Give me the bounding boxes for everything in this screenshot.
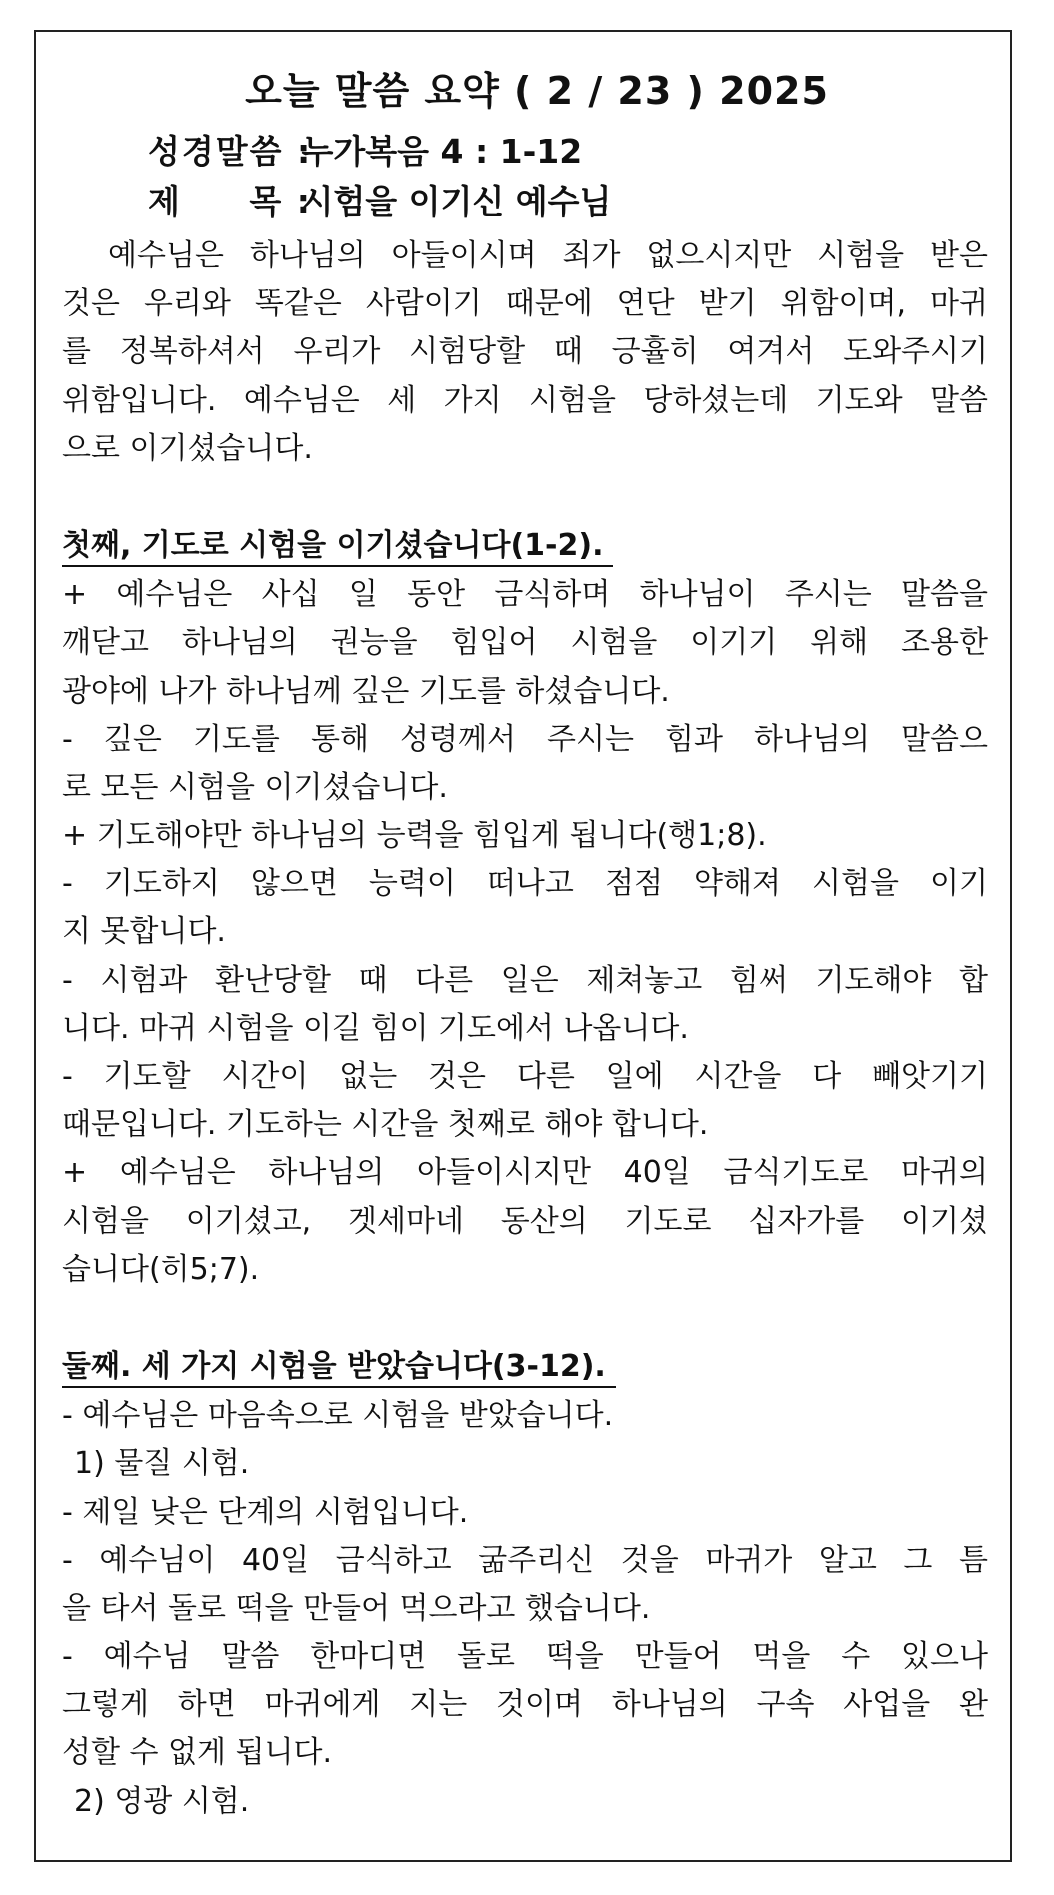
section2-heading-row bbox=[62, 1342, 988, 1392]
section2-line: - 예수님 말씀 한마디면 돌로 떡을 만들어 먹을 수 있으나 bbox=[62, 1639, 988, 1675]
scripture-value: 누가복음 4 : 1-12 bbox=[301, 132, 583, 171]
section1-line: 광야에 나가 하나님께 깊은 기도를 하셨습니다. bbox=[62, 673, 670, 709]
scripture-label: 성경말씀 : bbox=[148, 132, 313, 171]
section1-line: - 시험과 환난당할 때 다른 일은 제쳐놓고 힘써 기도해야 합 bbox=[62, 962, 988, 998]
spacer bbox=[62, 473, 988, 521]
section1-line: - 기도하지 않으면 능력이 떠나고 점점 약해져 시험을 이기 bbox=[62, 866, 988, 902]
topic-value: 시험을 이기신 예수님 bbox=[301, 182, 612, 221]
section2-subheading: 2) 영광 시험. bbox=[74, 1783, 250, 1819]
section1-line: 니다. 마귀 시험을 이길 힘이 기도에서 나옵니다. bbox=[62, 1010, 689, 1046]
section2-line: 을 타서 돌로 떡을 만들어 먹으라고 했습니다. bbox=[62, 1590, 651, 1626]
intro-line: 예수님은 하나님의 아들이시며 죄가 없으시지만 시험을 받은 bbox=[108, 238, 988, 273]
scripture-row bbox=[148, 126, 582, 173]
section1-line: 깨닫고 하나님의 권능을 힘입어 시험을 이기기 위해 조용한 bbox=[62, 625, 988, 661]
section1-line: - 기도할 시간이 없는 것은 다른 일에 시간을 다 빼앗기기 bbox=[62, 1059, 988, 1094]
section1-line: + 기도해야만 하나님의 능력을 힘입게 됩니다(행1;8). bbox=[62, 818, 767, 854]
section2-subheading: 1) 물질 시험. bbox=[74, 1446, 250, 1482]
topic-row bbox=[148, 176, 611, 223]
intro-line: 것은 우리와 똑같은 사람이기 때문에 연단 받기 위함이며, 마귀 bbox=[62, 286, 988, 322]
intro-line: 으로 이기셨습니다. bbox=[62, 430, 313, 466]
section1-line: 지 못합니다. bbox=[62, 914, 226, 950]
section2-line: 성할 수 없게 됩니다. bbox=[62, 1735, 332, 1771]
section2-line: - 예수님은 마음속으로 시험을 받았습니다. bbox=[62, 1398, 614, 1434]
sermon-body bbox=[62, 232, 988, 1826]
section1-line: - 깊은 기도를 통해 성령께서 주시는 힘과 하나님의 말씀으 bbox=[62, 721, 988, 757]
intro-line: 를 정복하셔서 우리가 시험당할 때 긍휼히 여겨서 도와주시기 bbox=[62, 334, 988, 370]
intro-line: 위함입니다. 예수님은 세 가지 시험을 당하셨는데 기도와 말씀 bbox=[62, 382, 988, 418]
spacer bbox=[62, 1294, 988, 1342]
section1-line: 시험을 이기셨고, 겟세마네 동산의 기도로 십자가를 이기셨 bbox=[62, 1203, 988, 1239]
section1-heading: 첫째, 기도로 시험을 이기셨습니다(1-2). bbox=[62, 527, 613, 567]
topic-label: 제 목 : bbox=[148, 182, 312, 221]
section2-heading: 둘째. 세 가지 시험을 받았습니다(3-12). bbox=[62, 1348, 616, 1388]
section2-line: - 제일 낮은 단계의 시험입니다. bbox=[62, 1494, 469, 1530]
section1-line: 습니다(히5;7). bbox=[62, 1251, 260, 1287]
section2-line: 그렇게 하면 마귀에게 지는 것이며 하나님의 구속 사업을 완 bbox=[62, 1687, 988, 1723]
section2-line: - 예수님이 40일 금식하고 굶주리신 것을 마귀가 알고 그 틈 bbox=[62, 1542, 988, 1578]
page-title: 오늘 말씀 요약 ( 2 / 23 ) 2025 bbox=[245, 69, 829, 113]
section1-line: + 예수님은 사십 일 동안 금식하며 하나님이 주시는 말씀을 bbox=[62, 577, 988, 613]
section1-line: 때문입니다. 기도하는 시간을 첫째로 해야 합니다. bbox=[62, 1107, 709, 1143]
section1-line: 로 모든 시험을 이기셨습니다. bbox=[62, 769, 448, 805]
section1-heading-row bbox=[62, 521, 988, 571]
section1-line: + 예수님은 하나님의 아들이시지만 40일 금식기도로 마귀의 bbox=[62, 1155, 988, 1191]
